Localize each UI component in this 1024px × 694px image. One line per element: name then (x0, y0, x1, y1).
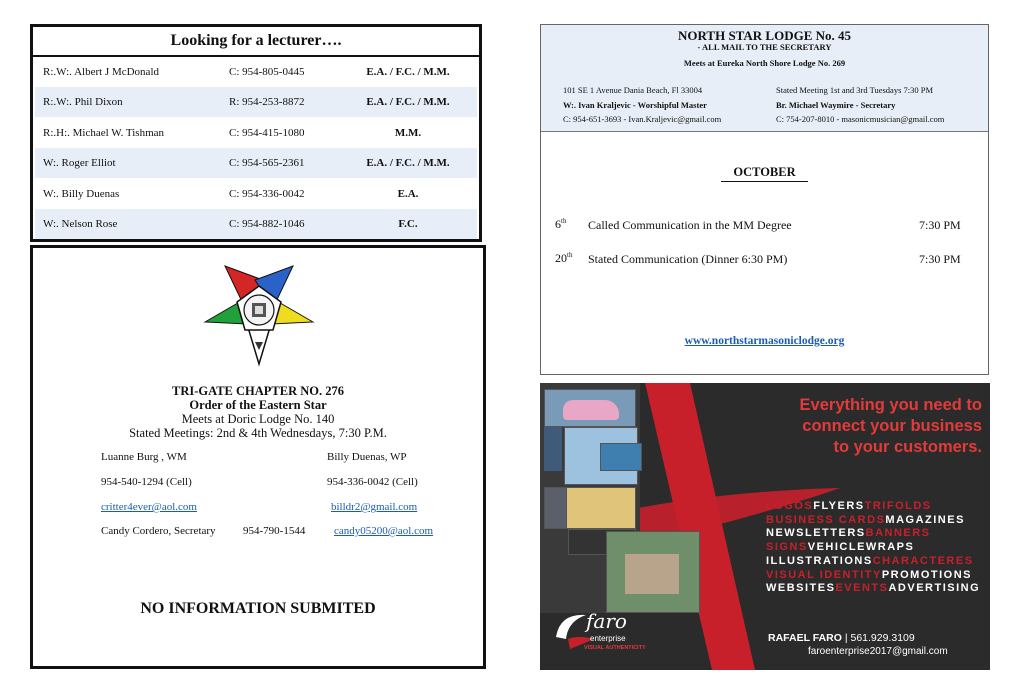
lecturer-degrees: E.A. / F.C. / M.M. (366, 157, 450, 169)
eastern-star-emblem-icon (203, 258, 315, 370)
service-item: BANNERS (865, 527, 931, 540)
monument-image (625, 554, 679, 594)
month-heading (541, 165, 988, 182)
lecturer-degrees: E.A. / F.C. / M.M. (366, 96, 450, 108)
event-day (555, 217, 566, 232)
table-row (35, 179, 477, 209)
service-item: CHARACTERES (872, 554, 974, 567)
secretary-email-link[interactable]: candy05200@aol.com (334, 525, 434, 537)
service-line (766, 500, 932, 512)
contact-name: RAFAEL FARO (768, 632, 842, 644)
ad-headline (720, 395, 982, 458)
logo-tagline: VISUAL AUTHENTICITY (584, 645, 646, 651)
lecturer-name: W:. Billy Duenas (43, 188, 120, 200)
wp-email-link[interactable]: billdr2@gmail.com (331, 501, 418, 513)
table-row (35, 87, 477, 117)
secretary-name: Candy Cordero, Secretary (101, 525, 216, 537)
service-item: BUSINESS CARDS (766, 513, 886, 526)
event-day-suffix: th (567, 251, 573, 259)
lecturer-phone: C: 954-565-2361 (229, 157, 305, 169)
table-row (35, 209, 477, 239)
event-day (555, 251, 572, 266)
ad-photo-bus (566, 487, 636, 529)
lecturer-name: R:.H:. Michael W. Tishman (43, 127, 165, 139)
service-item: MAGAZINES (885, 513, 965, 526)
eastern-star-panel (30, 245, 486, 669)
service-item: EVENTS (835, 582, 889, 595)
service-item: TRIFOLDS (864, 500, 932, 512)
lecturer-name: R:.W:. Albert J McDonald (43, 66, 159, 78)
car-image (563, 400, 619, 420)
meeting-location: Meets at Doric Lodge No. 140 (181, 412, 335, 426)
faro-enterprise-ad (540, 383, 990, 670)
logo-text: faro (586, 609, 627, 633)
meeting-schedule: Stated Meetings: 2nd & 4th Wednesdays, 7:30 P.M. (129, 426, 387, 440)
chapter-name: TRI-GATE CHAPTER NO. 276 (171, 384, 344, 398)
lecturer-phone: C: 954-805-0445 (229, 66, 305, 78)
stated-meeting: Stated Meeting 1st and 3rd Tuesdays 7:30 PM (776, 85, 934, 95)
service-line (766, 555, 974, 567)
service-item: WEBSITES (766, 582, 836, 595)
event-day-suffix: th (561, 217, 567, 225)
contact-email[interactable]: faroenterprise2017@gmail.com (808, 646, 948, 657)
ad-contact-line (768, 632, 915, 644)
contact-separator: | (844, 632, 848, 644)
wp-phone: 954-336-0042 (Cell) (327, 476, 418, 488)
headline-line: Everything you need to (799, 396, 982, 414)
service-item: NEWSLETTERS (766, 527, 866, 540)
website-link[interactable]: www.northstarmasoniclodge.org (684, 335, 845, 347)
table-row (35, 148, 477, 178)
service-item: VEHICLEWRAPS (807, 541, 915, 554)
service-line (766, 527, 931, 539)
lecturer-phone: R: 954-253-8872 (229, 96, 305, 108)
lecturer-phone: C: 954-415-1080 (229, 127, 305, 139)
lodge-secretary: Br. Michael Waymire - Secretary (776, 100, 896, 110)
lodge-title: NORTH STAR LODGE No. 45 (677, 28, 852, 43)
table-row (35, 57, 477, 87)
lecturer-name: R:.W:. Phil Dixon (43, 96, 123, 108)
event-description: Stated Communication (Dinner 6:30 PM) (588, 252, 788, 266)
lecturer-phone: C: 954-882-1046 (229, 218, 305, 230)
service-line (766, 569, 972, 581)
order-name: Order of the Eastern Star (189, 398, 327, 412)
worshipful-master: W:. Ivan Kraljevic - Worshipful Master (563, 100, 707, 110)
secretary-contact: C: 754-207-8010 - masonicmusician@gmail.com (776, 114, 945, 124)
headline-line: to your customers. (833, 438, 982, 456)
lecturer-phone: C: 954-336-0042 (229, 188, 305, 200)
lecturer-name: W:. Nelson Rose (43, 218, 118, 230)
service-item: VISUAL IDENTITY (766, 568, 882, 581)
service-item: SIGNS (766, 541, 808, 554)
service-item: ILLUSTRATIONS (766, 554, 873, 567)
service-line (766, 541, 914, 553)
lecturer-title: Looking for a lecturer…. (33, 27, 479, 57)
lodge-address: 101 SE 1 Avenue Dania Beach, Fl 33004 (563, 85, 703, 95)
ad-photo-car (544, 389, 636, 427)
month-label: OCTOBER (721, 165, 807, 182)
meeting-location: Meets at Eureka North Shore Lodge No. 269 (683, 58, 846, 68)
mail-note: - ALL MAIL TO THE SECRETARY (697, 42, 832, 52)
ad-photo-game (600, 443, 642, 471)
service-item: FLYERS (813, 500, 865, 512)
lecturer-table (30, 24, 482, 242)
lecturer-degrees: E.A. (397, 188, 419, 200)
secretary-phone: 954-790-1544 (243, 525, 306, 537)
wm-name: Luanne Burg , WM (101, 451, 187, 463)
wm-phone: 954-540-1294 (Cell) (101, 476, 192, 488)
service-line (766, 514, 965, 526)
lecturer-degrees: E.A. / F.C. / M.M. (366, 66, 450, 78)
lecturer-degrees: M.M. (394, 127, 422, 139)
event-day-number: 6 (555, 217, 561, 231)
service-item: PROMOTIONS (881, 568, 972, 581)
ad-photo-brochure (544, 427, 562, 471)
table-row (35, 118, 477, 148)
event-time: 7:30 PM (919, 252, 961, 266)
service-item: ADVERTISING (888, 582, 981, 595)
event-day-number: 20 (555, 251, 567, 265)
event-time: 7:30 PM (919, 218, 961, 232)
service-line (766, 582, 980, 594)
service-item: LOGOS (766, 500, 814, 512)
north-star-lodge-panel (540, 24, 989, 375)
ad-photo-monument (606, 531, 700, 613)
lodge-header (541, 25, 988, 132)
wm-email-link[interactable]: critter4ever@aol.com (101, 501, 197, 513)
logo-subtitle: enterprise (590, 634, 626, 643)
contact-phone: 561.929.3109 (850, 632, 915, 644)
event-description: Called Communication in the MM Degree (588, 218, 792, 232)
wp-name: Billy Duenas, WP (327, 451, 407, 463)
lecturer-degrees: F.C. (398, 218, 418, 230)
headline-line: connect your business (802, 417, 982, 435)
no-information-notice: NO INFORMATION SUBMITED (140, 600, 376, 617)
lecturer-name: W:. Roger Elliot (43, 157, 116, 169)
master-contact: C: 954-651-3693 - Ivan.Kraljevic@gmail.com (563, 114, 722, 124)
